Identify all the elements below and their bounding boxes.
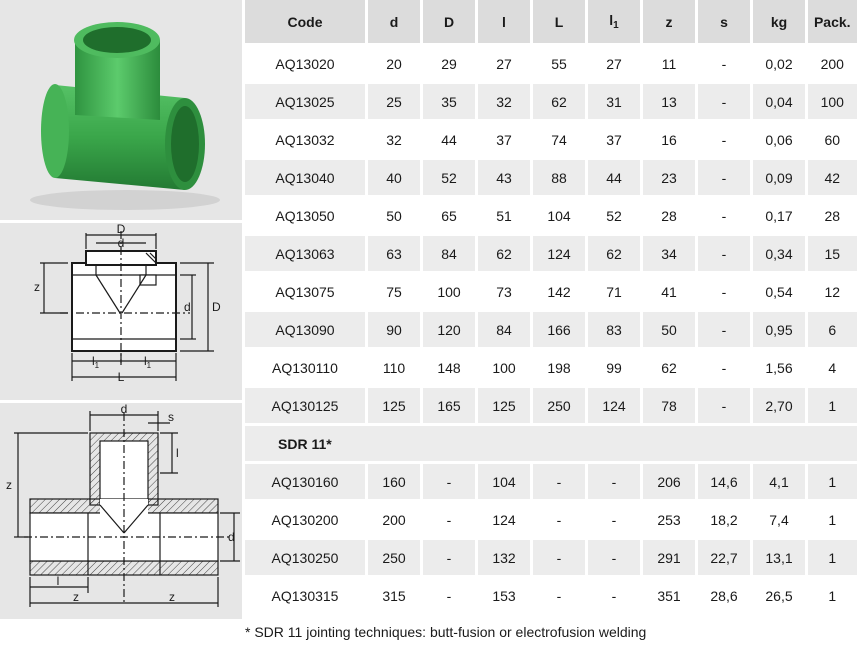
cell-D: 35 <box>422 83 477 121</box>
footnote: * SDR 11 jointing techniques: butt-fusion or electrofusion welding <box>245 624 647 640</box>
column-header-l1: $l_1$ <box>587 0 642 45</box>
table-row <box>244 577 857 615</box>
cell-d: 20 <box>367 45 422 83</box>
label-D: D <box>116 223 126 236</box>
cell-z: 351 <box>642 577 697 615</box>
cell-pack: 1 <box>807 387 857 425</box>
column-header-l: l <box>477 0 532 45</box>
cell-L: 62 <box>532 83 587 121</box>
cell-code: AQ130110 <box>244 349 367 387</box>
column-header-code: Code <box>244 0 367 45</box>
cell-l: 153 <box>477 577 532 615</box>
cell-D: 120 <box>422 311 477 349</box>
cell-d: 32 <box>367 121 422 159</box>
cell-D: - <box>422 463 477 501</box>
cell-s: 14,6 <box>697 463 752 501</box>
cell-pack: 28 <box>807 197 857 235</box>
tee-fitting-photo <box>0 0 242 222</box>
cell-s: - <box>697 159 752 197</box>
cell-code: AQ130160 <box>244 463 367 501</box>
table-row <box>244 539 857 577</box>
cell-z: 291 <box>642 539 697 577</box>
cell-s: 22,7 <box>697 539 752 577</box>
cell-z: 34 <box>642 235 697 273</box>
section-row-sdr11 <box>244 425 857 463</box>
cell-l1: - <box>587 463 642 501</box>
cell-z: 50 <box>642 311 697 349</box>
cell-D: 148 <box>422 349 477 387</box>
cell-kg: 13,1 <box>752 539 807 577</box>
cell-D: 52 <box>422 159 477 197</box>
cell-L: - <box>532 577 587 615</box>
cell-l1: - <box>587 577 642 615</box>
cell-kg: 0,02 <box>752 45 807 83</box>
cell-l: 37 <box>477 121 532 159</box>
cell-D: 65 <box>422 197 477 235</box>
cell-d: 63 <box>367 235 422 273</box>
label-l1-left: $l_1$ <box>92 354 100 370</box>
cell-d: 90 <box>367 311 422 349</box>
cell-kg: 0,54 <box>752 273 807 311</box>
cell-kg: 2,70 <box>752 387 807 425</box>
table-row <box>244 159 857 197</box>
cell-code: AQ130250 <box>244 539 367 577</box>
cell-L: 74 <box>532 121 587 159</box>
cell-l1: 62 <box>587 235 642 273</box>
cell-D: - <box>422 577 477 615</box>
table-row <box>244 311 857 349</box>
cell-L: 166 <box>532 311 587 349</box>
cell-l: 100 <box>477 349 532 387</box>
cell-D: 44 <box>422 121 477 159</box>
cell-L: 55 <box>532 45 587 83</box>
cell-L: 104 <box>532 197 587 235</box>
cell-pack: 100 <box>807 83 857 121</box>
cell-z: 206 <box>642 463 697 501</box>
cell-z: 253 <box>642 501 697 539</box>
cell-kg: 0,06 <box>752 121 807 159</box>
cell-l1: - <box>587 539 642 577</box>
cell-pack: 12 <box>807 273 857 311</box>
cell-D: 29 <box>422 45 477 83</box>
cell-d: 160 <box>367 463 422 501</box>
cell-kg: 4,1 <box>752 463 807 501</box>
cell-L: 124 <box>532 235 587 273</box>
cell-l: 125 <box>477 387 532 425</box>
cell-s: 28,6 <box>697 577 752 615</box>
cell-code: AQ13020 <box>244 45 367 83</box>
cell-l1: - <box>587 501 642 539</box>
tee-dimension-drawing-large <box>0 403 242 619</box>
label-d-right: d <box>184 300 191 314</box>
cell-code: AQ130315 <box>244 577 367 615</box>
cell-L: - <box>532 501 587 539</box>
cell-d: 50 <box>367 197 422 235</box>
cell-l1: 71 <box>587 273 642 311</box>
cell-kg: 1,56 <box>752 349 807 387</box>
cell-d: 250 <box>367 539 422 577</box>
cell-pack: 6 <box>807 311 857 349</box>
cell-d: 200 <box>367 501 422 539</box>
section-label: SDR 11* <box>244 425 857 463</box>
cell-l: 43 <box>477 159 532 197</box>
cell-code: AQ13050 <box>244 197 367 235</box>
cell-pack: 1 <box>807 577 857 615</box>
cell-code: AQ130125 <box>244 387 367 425</box>
cell-kg: 0,95 <box>752 311 807 349</box>
cell-l1: 124 <box>587 387 642 425</box>
cell-l1: 83 <box>587 311 642 349</box>
illustration-panel <box>0 0 242 619</box>
cell-z: 28 <box>642 197 697 235</box>
cell-D: - <box>422 501 477 539</box>
table-row <box>244 501 857 539</box>
column-header-z: z <box>642 0 697 45</box>
cell-pack: 60 <box>807 121 857 159</box>
cell-code: AQ13090 <box>244 311 367 349</box>
label-d: d <box>120 403 128 416</box>
cell-kg: 0,04 <box>752 83 807 121</box>
cell-pack: 1 <box>807 501 857 539</box>
cell-l: 124 <box>477 501 532 539</box>
cell-s: - <box>697 235 752 273</box>
cell-s: - <box>697 311 752 349</box>
cell-l: 32 <box>477 83 532 121</box>
cell-l: 104 <box>477 463 532 501</box>
cell-d: 25 <box>367 83 422 121</box>
cell-code: AQ13040 <box>244 159 367 197</box>
table-row <box>244 197 857 235</box>
label-l-top: l <box>176 446 179 460</box>
cell-d: 40 <box>367 159 422 197</box>
cell-l1: 37 <box>587 121 642 159</box>
cell-z: 16 <box>642 121 697 159</box>
cell-pack: 15 <box>807 235 857 273</box>
cell-z: 62 <box>642 349 697 387</box>
table-row <box>244 45 857 83</box>
table-row <box>244 273 857 311</box>
cell-l1: 31 <box>587 83 642 121</box>
cell-z: 23 <box>642 159 697 197</box>
cell-l1: 52 <box>587 197 642 235</box>
cell-code: AQ13032 <box>244 121 367 159</box>
cell-l1: 99 <box>587 349 642 387</box>
table-row <box>244 463 857 501</box>
cell-kg: 26,5 <box>752 577 807 615</box>
label-l1-right: $l_1$ <box>144 354 152 370</box>
column-header-L: L <box>532 0 587 45</box>
cell-L: 198 <box>532 349 587 387</box>
cell-code: AQ13063 <box>244 235 367 273</box>
cell-s: - <box>697 45 752 83</box>
cell-s: - <box>697 349 752 387</box>
cell-D: 165 <box>422 387 477 425</box>
cell-code: AQ13075 <box>244 273 367 311</box>
cell-s: - <box>697 273 752 311</box>
column-header-d: d <box>367 0 422 45</box>
cell-code: AQ13025 <box>244 83 367 121</box>
cell-l: 51 <box>477 197 532 235</box>
cell-kg: 7,4 <box>752 501 807 539</box>
cell-z: 41 <box>642 273 697 311</box>
cell-l: 132 <box>477 539 532 577</box>
cell-code: AQ130200 <box>244 501 367 539</box>
cell-l1: 27 <box>587 45 642 83</box>
cell-kg: 0,09 <box>752 159 807 197</box>
cell-L: - <box>532 463 587 501</box>
cell-d: 110 <box>367 349 422 387</box>
cell-d: 315 <box>367 577 422 615</box>
cell-z: 11 <box>642 45 697 83</box>
cell-l: 73 <box>477 273 532 311</box>
tee-dimension-drawing-small <box>0 223 242 403</box>
cell-s: - <box>697 83 752 121</box>
label-l-bottom: l <box>56 574 60 588</box>
label-D-right: D <box>212 300 221 314</box>
cell-s: - <box>697 387 752 425</box>
cell-pack: 4 <box>807 349 857 387</box>
cell-s: 18,2 <box>697 501 752 539</box>
cell-l1: 44 <box>587 159 642 197</box>
cell-D: 100 <box>422 273 477 311</box>
dimensions-table <box>242 0 857 616</box>
cell-pack: 42 <box>807 159 857 197</box>
cell-d: 75 <box>367 273 422 311</box>
dimensions-table-container <box>242 0 861 616</box>
cell-pack: 1 <box>807 463 857 501</box>
table-row <box>244 83 857 121</box>
label-L: L <box>117 370 125 384</box>
column-header-kg: kg <box>752 0 807 45</box>
cell-kg: 0,17 <box>752 197 807 235</box>
column-header-s: s <box>697 0 752 45</box>
cell-D: 84 <box>422 235 477 273</box>
table-row <box>244 349 857 387</box>
cell-kg: 0,34 <box>752 235 807 273</box>
cell-l: 84 <box>477 311 532 349</box>
table-header-row <box>244 0 857 45</box>
cell-d: 125 <box>367 387 422 425</box>
cell-l: 62 <box>477 235 532 273</box>
cell-L: 250 <box>532 387 587 425</box>
cell-L: 142 <box>532 273 587 311</box>
cell-z: 78 <box>642 387 697 425</box>
label-d-right: d <box>228 530 235 544</box>
cell-s: - <box>697 121 752 159</box>
cell-z: 13 <box>642 83 697 121</box>
label-s: s <box>168 410 174 424</box>
table-row <box>244 235 857 273</box>
label-z-bottom-right: z <box>169 590 175 604</box>
cell-L: 88 <box>532 159 587 197</box>
label-z-bottom-left: z <box>73 590 79 604</box>
label-z-left: z <box>6 478 12 492</box>
column-header-pack: Pack. <box>807 0 857 45</box>
label-z: z <box>34 280 40 294</box>
cell-D: - <box>422 539 477 577</box>
column-header-D: D <box>422 0 477 45</box>
table-row <box>244 387 857 425</box>
cell-L: - <box>532 539 587 577</box>
cell-pack: 200 <box>807 45 857 83</box>
cell-l: 27 <box>477 45 532 83</box>
cell-pack: 1 <box>807 539 857 577</box>
label-d: d <box>117 236 125 250</box>
cell-s: - <box>697 197 752 235</box>
table-row <box>244 121 857 159</box>
